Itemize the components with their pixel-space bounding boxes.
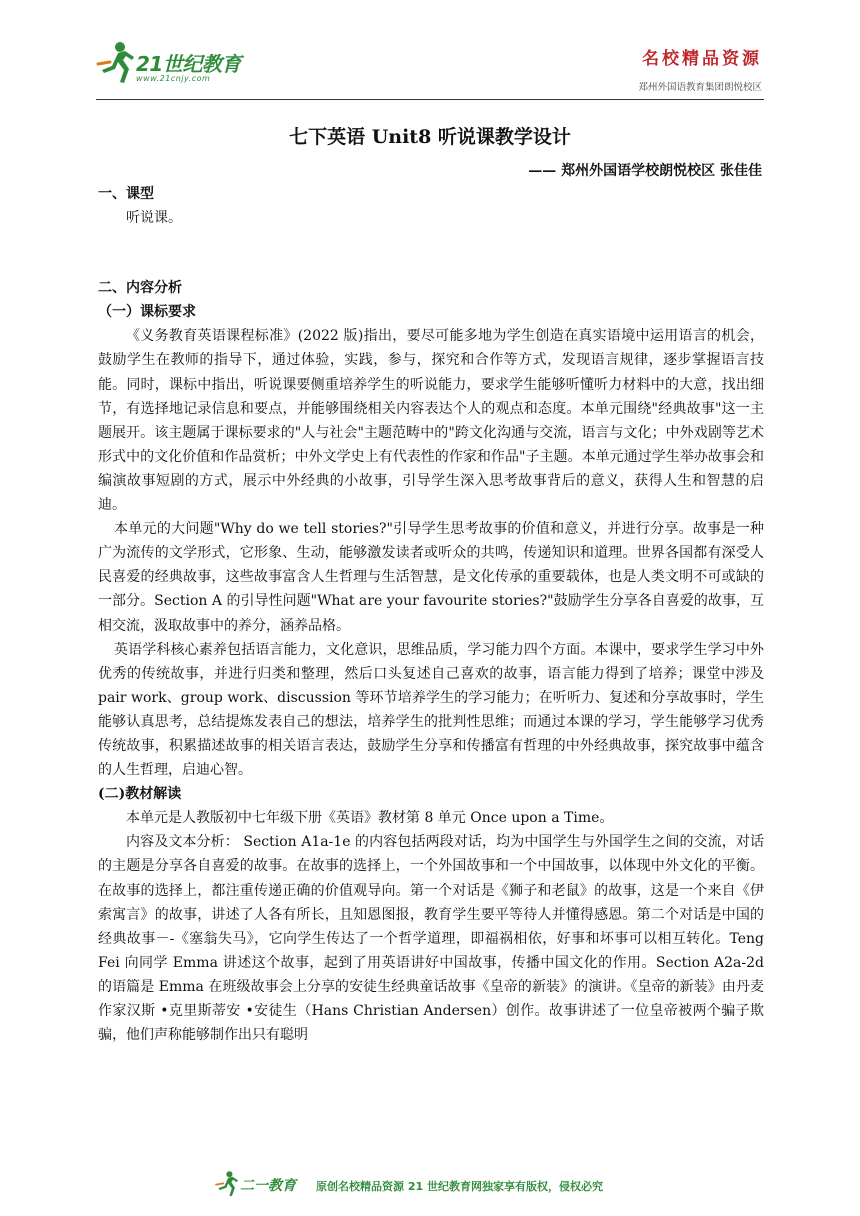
document-body: [98, 182, 764, 1047]
footer-brand: 二一教育: [240, 1178, 296, 1194]
logo-url-text: www.21cnjy.com: [136, 74, 211, 83]
section-heading-content-analysis: 二、内容分析: [98, 280, 182, 297]
paragraph-curriculum-3: 英语学科核心素养包括语言能力，文化意识，思维品质，学习能力四个方面。本课中，要求学生学习中外优秀的传统故事，并进行归类和整理，然后口头复述自己喜欢的故事，语言能力得到了培养；课堂中涉及 pair work、group work、discussion 等环节培养学生的学习能力；在听听力、复述和分享故事时，学生能够认真思考，总结提炼发表自己的想法，培养学生的批判性思维；而通过本课的学习，学生能够学习优秀传统故事，积累描述故事的相关语言表达，鼓励学生分享和传播富有哲理的中外经典故事，探究故事中蕴含的人生哲理，启迪心智。: [98, 641, 764, 779]
paragraph-textbook-1: 本单元是人教版初中七年级下册《英语》教材第 8 单元 Once upon a Time。: [126, 810, 614, 827]
subsection-heading-curriculum: （一）课标要求: [98, 304, 196, 321]
21cnjy-logo: [96, 40, 266, 90]
resource-title: 名校精品资源: [642, 49, 762, 69]
footer-copyright: 原创名校精品资源 21 世纪教育网独家享有版权，侵权必究: [316, 1180, 603, 1193]
paragraph-curriculum-2: 本单元的大问题"Why do we tell stories?"引导学生思考故事的价值和意义，并进行分享。故事是一种广为流传的文学形式，它形象、生动，能够激发读者或听众的共鸣，传递知识和道理。世界各国都有深受人民喜爱的经典故事，这些故事富含人生哲理与生活智慧，是文化传承的重要载体，也是人类文明不可或缺的一部分。Section A 的引导性问题"What are your favourite stories?"鼓励学生分享各自喜爱的故事，互相交流，汲取故事中的养分，涵养品格。: [98, 521, 764, 634]
document-title: 七下英语 Unit8 听说课教学设计: [289, 126, 571, 148]
paragraph-course-type: 听说课。: [126, 210, 182, 227]
paragraph-curriculum-1: 《义务教育英语课程标准》(2022 版)指出，要尽可能多地为学生创造在真实语境中运用语言的机会，鼓励学生在教师的指导下，通过体验，实践，参与，探究和合作等方式，发现语言规律，逐步掌握语言技能。同时，课标中指出，听说课要侧重培养学生的听说能力，要求学生能够听懂听力材料中的大意，找出细节，有选择地记录信息和要点，并能够围绕相关内容表达个人的观点和态度。本单元围绕"经典故事"这一主题展开。该主题属于课标要求的"人与社会"主题范畴中的"跨文化沟通与交流，语言与文化；中外戏剧等艺术形式中的文化价值和作品赏析；中外文学史上有代表性的作家和作品"子主题。本单元通过学生举办故事会和编演故事短剧的方式，展示中外经典的小故事，引导学生深入思考故事背后的意义，获得人生和智慧的启迪。: [98, 328, 764, 514]
runner-icon: [96, 40, 136, 86]
section-heading-course-type: 一、课型: [98, 186, 154, 202]
page-header: [0, 0, 860, 110]
school-resource-logo: [638, 44, 762, 93]
document-author: —— 郑州外国语学校朗悦校区 张佳佳: [528, 163, 762, 179]
spacer: [98, 230, 764, 276]
header-divider: [96, 99, 764, 100]
runner-icon: [214, 1170, 240, 1198]
subsection-heading-textbook: (二)教材解读: [98, 786, 182, 803]
page-footer: [0, 1170, 860, 1210]
paragraph-textbook-2: 内容及文本分析： Section A1a-1e 的内容包括两段对话，均为中国学生与外国学生之间的交流，对话的主题是分享各自喜爱的故事。在故事的选择上，一个外国故事和一个中国故事，以体现中外文化的平衡。在故事的选择上，都注重传递正确的价值观导向。第一个对话是《狮子和老鼠》的故事，这是一个来自《伊索寓言》的故事，讲述了人各有所长，且知恩图报，教育学生要平等待人并懂得感恩。第二个对话是中国的经典故事－-《塞翁失马》，它向学生传达了一个哲学道理，即福祸相依，好事和坏事可以相互转化。Teng Fei 向同学 Emma 讲述这个故事，起到了用英语讲好中国故事，传播中国文化的作用。Section A2a-2d 的语篇是 Emma 在班级故事会上分享的安徒生经典童话故事《皇帝的新装》的演讲。《皇帝的新装》由丹麦作家汉斯 •克里斯蒂安 •安徒生（Hans Christian Andersen）创作。故事讲述了一位皇帝被两个骗子欺骗，他们声称能够制作出只有聪明: [98, 834, 764, 1044]
logo-brand-text: 21世纪教育: [136, 52, 241, 76]
school-name: 郑州外国语教育集团朗悦校区: [638, 82, 762, 93]
